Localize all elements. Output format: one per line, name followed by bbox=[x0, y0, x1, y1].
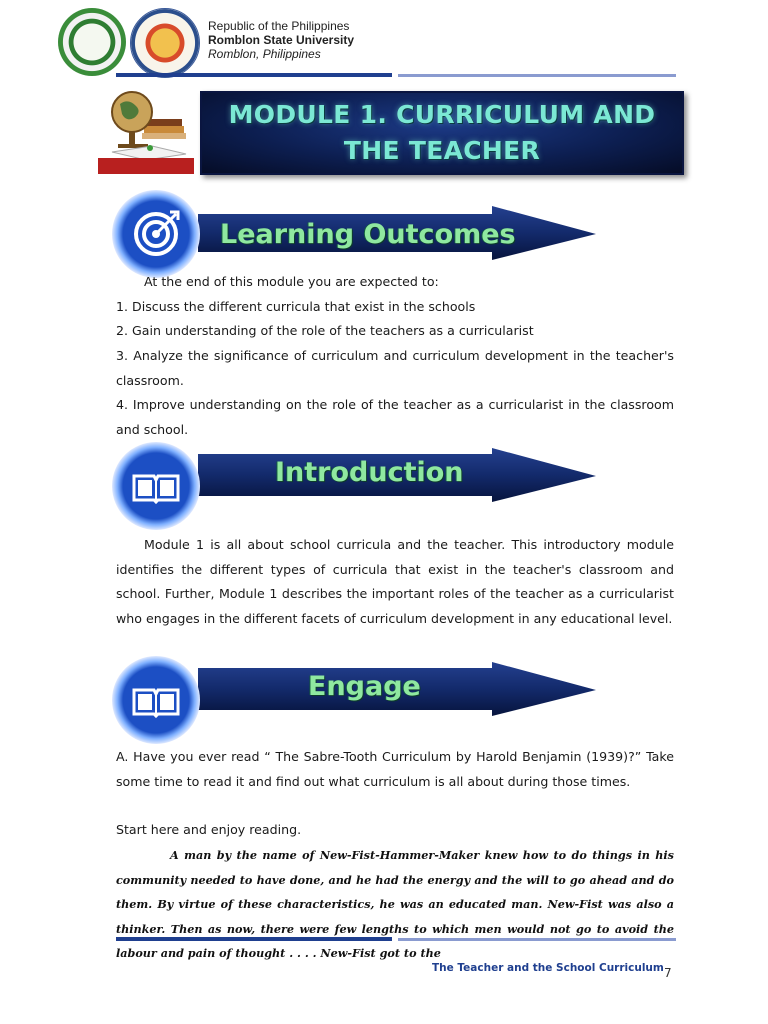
footer-rule-dark bbox=[116, 937, 392, 941]
module-title-line1: MODULE 1. CURRICULUM AND bbox=[228, 100, 656, 129]
header-country: Republic of the Philippines bbox=[208, 19, 350, 33]
outcome-item-2: 2. Gain understanding of the role of the teachers as a curricularist bbox=[116, 323, 534, 338]
sabre-tooth-excerpt: A man by the name of New-Fist-Hammer-Maker knew how to do things in his community needed to have done, and he had the energy and the will to go ahead and do them. By virtue of these characteristics, he was an educated man. New-Fist was also a thinker. Then as now, there were few lengths to which men would not go to avoid the labour and pain of thought . . . . New-Fist got to the bbox=[116, 848, 674, 960]
outcome-item-3: 3. Analyze the significance of curriculum and curriculum development in the teacher's classroom. bbox=[116, 348, 674, 388]
introduction-heading: Introduction bbox=[275, 457, 464, 488]
header-university: Romblon State University bbox=[208, 33, 355, 47]
outcome-item-1: 1. Discuss the different curricula that exist in the schools bbox=[116, 299, 476, 314]
introduction-banner bbox=[110, 440, 600, 540]
engage-question: A. Have you ever read “ The Sabre-Tooth Curriculum by Harold Benjamin (1939)?” Take some time to read it and find out what curriculum is all about during those times. bbox=[116, 749, 674, 789]
header-text bbox=[208, 19, 354, 61]
header-rule-light bbox=[398, 74, 676, 77]
learning-outcomes-heading: Learning Outcomes bbox=[220, 219, 516, 250]
module-title-banner bbox=[200, 91, 684, 175]
college-seal-logo bbox=[130, 8, 200, 78]
outcomes-intro: At the end of this module you are expected to: bbox=[144, 274, 439, 289]
module-title-line2: THE TEACHER bbox=[343, 136, 541, 165]
header-location: Romblon, Philippines bbox=[208, 47, 321, 61]
header-rule-dark bbox=[116, 73, 392, 77]
page-number: 7 bbox=[664, 966, 672, 980]
footer-rule-light bbox=[398, 938, 676, 941]
footer-title: The Teacher and the School Curriculum bbox=[432, 962, 664, 974]
module-red-bar bbox=[98, 158, 194, 174]
engage-start: Start here and enjoy reading. bbox=[116, 822, 302, 837]
university-seal-logo bbox=[58, 8, 126, 76]
engage-banner bbox=[110, 654, 600, 754]
introduction-paragraph: Module 1 is all about school curricula and the teacher. This introductory module identifies the different types of curricula that exist in the teacher's classroom and school. Further, Module 1 describes the important roles of the teacher as a curricularist who engages in the different facets of curriculum development in any educational level. bbox=[116, 537, 674, 626]
outcome-item-4: 4. Improve understanding on the role of the teacher as a curricularist in the classroom and school. bbox=[116, 397, 674, 437]
engage-heading: Engage bbox=[308, 671, 421, 702]
